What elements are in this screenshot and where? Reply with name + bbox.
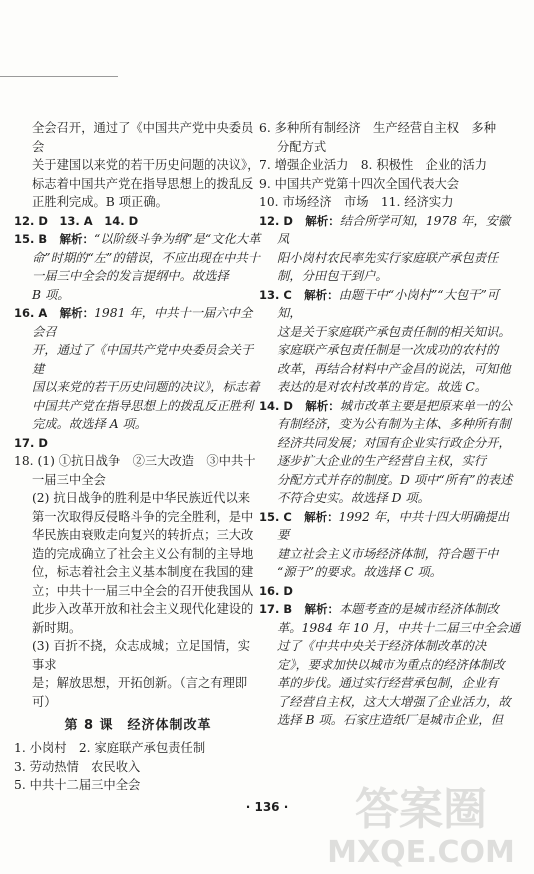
right-column <box>259 119 521 730</box>
answer-14-right: 14. D 解析：城市改革主要是把原来单一的公 有制经济，变为公有制为主体、多种所有制 经济共同发展；对国有企业实行政企分开， 逐步扩大企业的生产经营自主权，实行 分配方式并存的制度。D 项中“所有”的表述 不符合史实。故选择 D 项。 <box>259 398 513 505</box>
answer-17-right: 17. B 解析：本题考查的是城市经济体制改 革。1984 年 10 月，中共十二届三中全会通 过了《中共中央关于经济体制改革的决 定》，要求加快以城市为重点的经济体制改 革的步伐。通过实行经营承包制，企业有 了经营自主权，这大大增强了企业活力，故 选择 B 项。石家庄造纸厂是城市企业，但 <box>259 602 521 727</box>
lesson-title: 第 8 课 经济体制改革 <box>64 718 212 733</box>
page-number: · 136 · <box>245 800 289 814</box>
answer-12-right: 12. D 解析：结合所学可知，1978 年，安徽凤 阳小岗村农民率先实行家庭联产承包责任 制，分田包干到户。 <box>259 213 511 283</box>
watermark-domain: MXQE.COM <box>327 835 515 868</box>
answer-15: 15. B 解析：“以阶级斗争为纲”是“文化大革 命”时期的“左”的错误，不应出现在中共十 一届三中全会的发言提纲中。故选择 B 项。 <box>14 232 261 302</box>
answer-17: 17. D <box>14 435 48 450</box>
answer-12-14: 12. D 13. A 14. D <box>14 213 139 228</box>
answer-18: 18. (1) ①抗日战争 ②三大改造 ③中共十 一届三中全会 (2) 抗日战争的胜利是中华民族近代以来 第一次取得反侵略斗争的完全胜利，是中 华民族由衰败走向复兴的转折点；三大改 造的完成确立了社会主义公有制的主导地 位，标志着社会主义基本制度在我国的建 立；中共十一届三中全会的召开使我国从 此步入改革开放和社会主义现代化建设的 新时期。 (3) 百折不挠，众志成城；立足国情，实事求 是；解放思想，开拓创新。（言之有理即可） <box>14 454 256 709</box>
answer-13-right: 13. C 解析：由题干中“小岗村”“大包干”可知， 这是关于家庭联产承包责任制的相关知识。 家庭联产承包责任制是一次成功的农村的 改革，再结合材料中产金昌的说法，可知他 表达的是对农村改革的肯定。故选 C。 <box>259 287 511 394</box>
text-line: 标志着中国共产党在指导思想上的拨乱反 <box>32 176 254 191</box>
answer-10-11: 10. 市场经济 市场 11. 经济实力 <box>259 195 454 209</box>
lesson-answers: 1. 小岗村 2. 家庭联产承包责任制 3. 劳动热情 农民收入 5. 中共十二届三中全会 <box>14 741 206 792</box>
left-column <box>14 119 262 795</box>
header-rule <box>0 76 118 77</box>
answer-16-right: 16. D <box>259 583 293 598</box>
answer-9: 9. 中国共产党第十四次全国代表大会 <box>259 176 460 191</box>
text-line: 全会召开，通过了《中国共产党中央委员会 <box>32 121 254 154</box>
text-line: 关于建国以来党的若干历史问题的决议》， <box>32 158 260 172</box>
continued-answer <box>14 119 262 212</box>
answer-6: 6. 多种所有制经济 生产经营自主权 多种 分配方式 <box>259 121 496 154</box>
watermark-logo <box>326 776 516 868</box>
watermark-text: 答案圈 <box>355 784 487 835</box>
answer-16: 16. A 解析：1981 年，中共十一届六中全会召 开，通过了《中国共产党中央委员会关于建 国以来党的若干历史问题的决议》，标志着 中国共产党在指导思想上的拨乱反正胜利 完成。故选择 A 项。 <box>14 306 260 431</box>
answer-15-right: 15. C 解析：1992 年，中共十四大明确提出要 建立社会主义市场经济体制，符合题干中 “源于”的要求。故选择 C 项。 <box>259 509 510 579</box>
text-line: 正胜利完成。B 项正确。 <box>32 195 168 209</box>
answer-7-8: 7. 增强企业活力 8. 积极性 企业的活力 <box>259 158 488 172</box>
